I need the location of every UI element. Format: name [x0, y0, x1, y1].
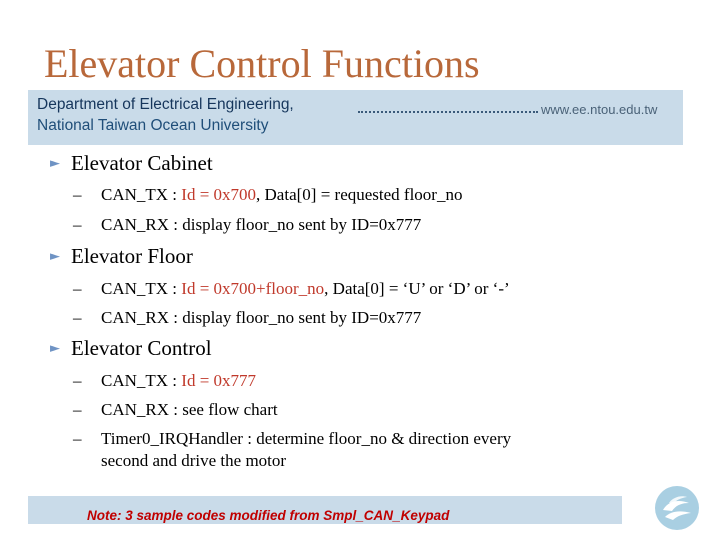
item-rest: , Data[0] = ‘U’ or ‘D’ or ‘-’: [324, 279, 510, 298]
dotted-divider: [358, 111, 538, 113]
sub-item: [73, 305, 421, 330]
dash-marker: –: [73, 308, 82, 327]
sub-item: [73, 212, 421, 237]
item-prefix: CAN_TX :: [101, 279, 182, 298]
sub-item: [73, 368, 256, 393]
website-url: www.ee.ntou.edu.tw: [541, 102, 658, 117]
item-prefix: CAN_RX : display floor_no sent by ID=0x777: [101, 215, 422, 234]
item-prefix: Timer0_IRQHandler : determine floor_no & direction every: [101, 429, 512, 448]
item-prefix: CAN_TX :: [101, 185, 182, 204]
right-triangle-icon: ►: [50, 249, 60, 264]
section-heading: Elevator Cabinet: [71, 151, 213, 175]
item-highlight: Id = 0x700+floor_no: [181, 279, 325, 298]
item-rest: , Data[0] = requested floor_no: [256, 185, 463, 204]
dash-marker: –: [73, 185, 82, 204]
bullet-heading: [50, 151, 213, 176]
item-highlight: Id = 0x777: [181, 371, 257, 390]
sub-item: [73, 426, 511, 451]
sub-item: [73, 397, 278, 422]
sub-item: [73, 276, 510, 301]
dash-marker: –: [73, 400, 82, 419]
item-prefix: CAN_RX : see flow chart: [101, 400, 278, 419]
item-highlight: Id = 0x700: [181, 185, 257, 204]
dash-marker: –: [73, 429, 82, 448]
item-prefix: CAN_RX : display floor_no sent by ID=0x777: [101, 308, 422, 327]
university-name: National Taiwan Ocean University: [37, 117, 269, 134]
wave-logo: [654, 485, 700, 531]
sub-item-continuation: second and drive the motor: [101, 451, 287, 470]
right-triangle-icon: ►: [50, 156, 60, 171]
note-text: Note: 3 sample codes modified from Smpl_CAN_Keypad: [87, 508, 450, 523]
section-heading: Elevator Control: [71, 336, 212, 360]
dash-marker: –: [73, 215, 82, 234]
sub-item: [73, 182, 462, 207]
dash-marker: –: [73, 279, 82, 298]
bullet-heading: [50, 336, 212, 361]
section-heading: Elevator Floor: [71, 244, 193, 268]
item-prefix: CAN_TX :: [101, 371, 182, 390]
right-triangle-icon: ►: [50, 341, 60, 356]
slide-title: Elevator Control Functions: [44, 41, 480, 86]
dash-marker: –: [73, 371, 82, 390]
department-name: Department of Electrical Engineering,: [37, 96, 294, 113]
bullet-heading: [50, 244, 193, 269]
